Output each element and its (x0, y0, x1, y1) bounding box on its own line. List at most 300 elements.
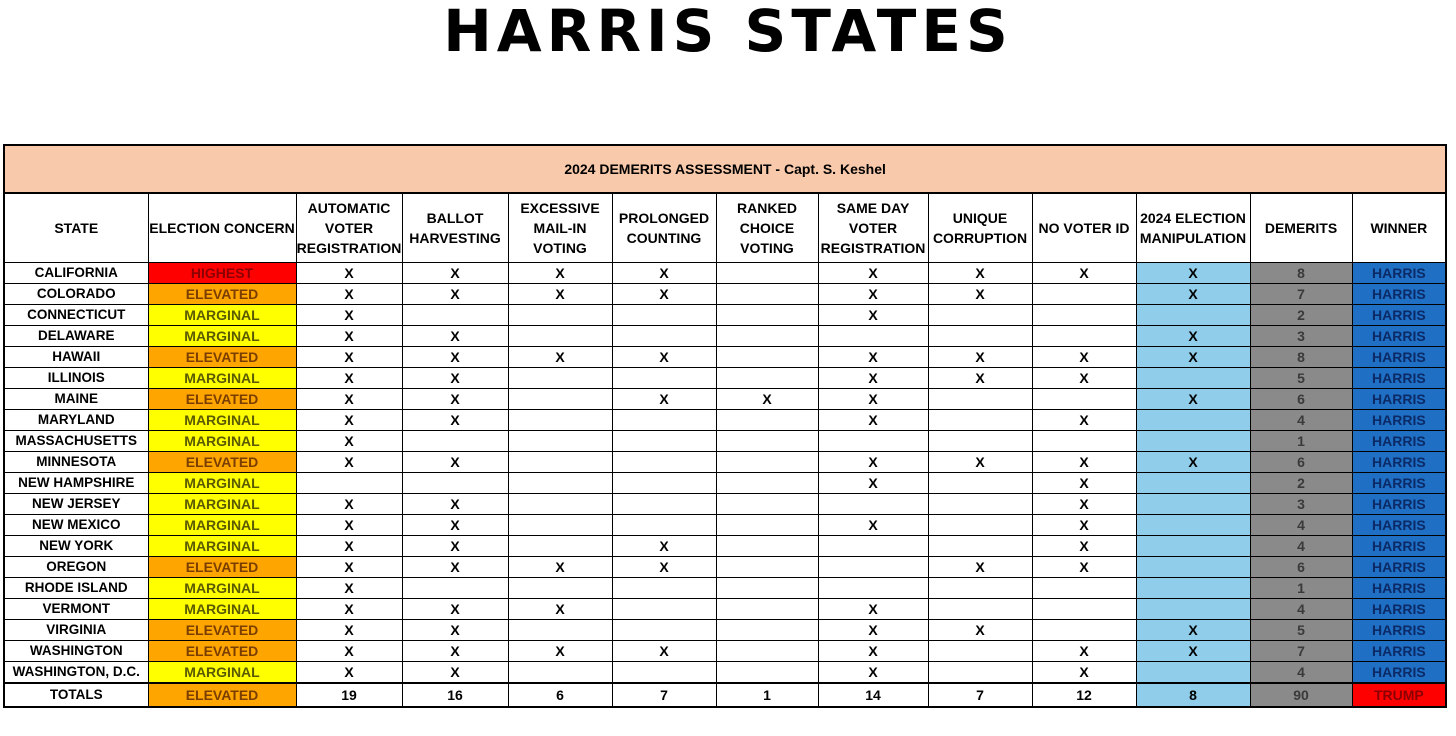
cell-same-day-voter-registration (818, 536, 928, 557)
cell-election-concern: ELEVATED (148, 389, 296, 410)
cell-ranked-choice-voting (716, 326, 818, 347)
cell-unique-corruption: X (928, 620, 1032, 641)
table-row (4, 536, 1446, 557)
cell-ballot-harvesting: X (402, 347, 508, 368)
cell-ballot-harvesting (402, 578, 508, 599)
col-header-unique-corruption: UNIQUE CORRUPTION (928, 193, 1032, 263)
cell-prolonged-counting (612, 326, 716, 347)
cell-unique-corruption (928, 305, 1032, 326)
table-row (4, 452, 1446, 473)
cell-ballot-harvesting: X (402, 662, 508, 684)
cell-election-manipulation (1136, 368, 1250, 389)
cell-election-manipulation (1136, 473, 1250, 494)
cell-election-concern: ELEVATED (148, 347, 296, 368)
cell-winner: HARRIS (1352, 494, 1446, 515)
cell-excessive-mail-in-voting: 6 (508, 683, 612, 707)
table-row (4, 284, 1446, 305)
cell-excessive-mail-in-voting: X (508, 284, 612, 305)
cell-no-voter-id (1032, 578, 1136, 599)
cell-election-manipulation (1136, 305, 1250, 326)
cell-state: DELAWARE (4, 326, 148, 347)
cell-ranked-choice-voting (716, 284, 818, 305)
cell-prolonged-counting (612, 431, 716, 452)
cell-prolonged-counting (612, 494, 716, 515)
cell-prolonged-counting: X (612, 536, 716, 557)
cell-state: RHODE ISLAND (4, 578, 148, 599)
table-row (4, 368, 1446, 389)
cell-election-concern: MARGINAL (148, 326, 296, 347)
col-header-state: STATE (4, 193, 148, 263)
cell-excessive-mail-in-voting: X (508, 641, 612, 662)
cell-ranked-choice-voting (716, 347, 818, 368)
cell-automatic-voter-registration: X (296, 368, 402, 389)
cell-ballot-harvesting: X (402, 263, 508, 284)
cell-ranked-choice-voting (716, 662, 818, 684)
cell-automatic-voter-registration (296, 473, 402, 494)
cell-ballot-harvesting (402, 431, 508, 452)
cell-unique-corruption (928, 494, 1032, 515)
cell-ranked-choice-voting (716, 368, 818, 389)
demerits-table (3, 144, 1447, 708)
cell-winner: HARRIS (1352, 515, 1446, 536)
cell-demerits: 5 (1250, 620, 1352, 641)
cell-demerits: 8 (1250, 347, 1352, 368)
cell-demerits: 2 (1250, 305, 1352, 326)
cell-ballot-harvesting: 16 (402, 683, 508, 707)
cell-ballot-harvesting: X (402, 494, 508, 515)
cell-no-voter-id: X (1032, 515, 1136, 536)
cell-state: CALIFORNIA (4, 263, 148, 284)
cell-election-concern: MARGINAL (148, 473, 296, 494)
assessment-banner: 2024 DEMERITS ASSESSMENT - Capt. S. Keshel (4, 145, 1446, 193)
header-row (4, 193, 1446, 263)
cell-state: VIRGINIA (4, 620, 148, 641)
table-row (4, 347, 1446, 368)
col-header-excessive-mail-in-voting: EXCESSIVE MAIL-IN VOTING (508, 193, 612, 263)
cell-state: MINNESOTA (4, 452, 148, 473)
cell-demerits: 4 (1250, 515, 1352, 536)
col-header-ballot-harvesting: BALLOT HARVESTING (402, 193, 508, 263)
cell-ballot-harvesting: X (402, 452, 508, 473)
cell-election-concern: MARGINAL (148, 494, 296, 515)
cell-winner: HARRIS (1352, 326, 1446, 347)
cell-unique-corruption (928, 410, 1032, 431)
cell-same-day-voter-registration: X (818, 620, 928, 641)
cell-election-manipulation (1136, 410, 1250, 431)
cell-no-voter-id: X (1032, 641, 1136, 662)
cell-winner: HARRIS (1352, 578, 1446, 599)
cell-election-manipulation (1136, 578, 1250, 599)
cell-ballot-harvesting: X (402, 620, 508, 641)
cell-demerits: 6 (1250, 557, 1352, 578)
cell-demerits: 2 (1250, 473, 1352, 494)
cell-no-voter-id: X (1032, 452, 1136, 473)
cell-demerits: 4 (1250, 536, 1352, 557)
table-row (4, 620, 1446, 641)
cell-ballot-harvesting: X (402, 557, 508, 578)
cell-election-manipulation (1136, 599, 1250, 620)
col-header-prolonged-counting: PROLONGED COUNTING (612, 193, 716, 263)
cell-same-day-voter-registration: X (818, 452, 928, 473)
cell-state: NEW JERSEY (4, 494, 148, 515)
cell-election-concern: ELEVATED (148, 452, 296, 473)
cell-election-manipulation: X (1136, 389, 1250, 410)
cell-election-manipulation (1136, 536, 1250, 557)
cell-unique-corruption (928, 536, 1032, 557)
cell-automatic-voter-registration: X (296, 284, 402, 305)
col-header-automatic-voter-registration: AUTOMATIC VOTER REGISTRATION (296, 193, 402, 263)
banner-row (4, 145, 1446, 193)
cell-winner: HARRIS (1352, 305, 1446, 326)
cell-election-manipulation: X (1136, 620, 1250, 641)
cell-same-day-voter-registration: X (818, 263, 928, 284)
cell-automatic-voter-registration: X (296, 557, 402, 578)
cell-unique-corruption (928, 515, 1032, 536)
cell-prolonged-counting (612, 578, 716, 599)
cell-same-day-voter-registration: X (818, 368, 928, 389)
cell-ranked-choice-voting (716, 263, 818, 284)
cell-election-manipulation: X (1136, 347, 1250, 368)
cell-unique-corruption: X (928, 284, 1032, 305)
table-row (4, 641, 1446, 662)
cell-prolonged-counting (612, 368, 716, 389)
cell-demerits: 5 (1250, 368, 1352, 389)
cell-unique-corruption (928, 599, 1032, 620)
cell-prolonged-counting (612, 599, 716, 620)
cell-same-day-voter-registration: X (818, 305, 928, 326)
cell-prolonged-counting (612, 515, 716, 536)
cell-demerits: 8 (1250, 263, 1352, 284)
cell-excessive-mail-in-voting (508, 662, 612, 684)
cell-excessive-mail-in-voting: X (508, 347, 612, 368)
cell-same-day-voter-registration (818, 431, 928, 452)
cell-state: MAINE (4, 389, 148, 410)
cell-winner: HARRIS (1352, 452, 1446, 473)
cell-unique-corruption: 7 (928, 683, 1032, 707)
cell-no-voter-id: X (1032, 557, 1136, 578)
cell-unique-corruption (928, 473, 1032, 494)
cell-state: WASHINGTON (4, 641, 148, 662)
cell-winner: HARRIS (1352, 284, 1446, 305)
cell-prolonged-counting: X (612, 557, 716, 578)
cell-excessive-mail-in-voting (508, 368, 612, 389)
cell-ballot-harvesting: X (402, 389, 508, 410)
cell-automatic-voter-registration: X (296, 641, 402, 662)
cell-no-voter-id: X (1032, 410, 1136, 431)
cell-automatic-voter-registration: X (296, 536, 402, 557)
cell-no-voter-id (1032, 599, 1136, 620)
cell-prolonged-counting (612, 473, 716, 494)
cell-excessive-mail-in-voting: X (508, 599, 612, 620)
cell-election-manipulation (1136, 557, 1250, 578)
cell-winner: TRUMP (1352, 683, 1446, 707)
cell-same-day-voter-registration (818, 557, 928, 578)
cell-no-voter-id: 12 (1032, 683, 1136, 707)
cell-automatic-voter-registration: X (296, 431, 402, 452)
cell-automatic-voter-registration: X (296, 305, 402, 326)
cell-unique-corruption: X (928, 557, 1032, 578)
cell-ballot-harvesting (402, 473, 508, 494)
cell-prolonged-counting (612, 305, 716, 326)
cell-same-day-voter-registration: X (818, 410, 928, 431)
cell-automatic-voter-registration: X (296, 515, 402, 536)
cell-election-concern: MARGINAL (148, 431, 296, 452)
cell-excessive-mail-in-voting (508, 305, 612, 326)
cell-election-concern: ELEVATED (148, 641, 296, 662)
cell-state: NEW YORK (4, 536, 148, 557)
cell-no-voter-id: X (1032, 368, 1136, 389)
cell-ballot-harvesting: X (402, 326, 508, 347)
cell-excessive-mail-in-voting (508, 494, 612, 515)
cell-automatic-voter-registration: X (296, 347, 402, 368)
table-row (4, 389, 1446, 410)
cell-election-manipulation: 8 (1136, 683, 1250, 707)
cell-unique-corruption (928, 326, 1032, 347)
cell-no-voter-id: X (1032, 494, 1136, 515)
page-title: HARRIS STATES (443, 0, 1013, 65)
cell-same-day-voter-registration: X (818, 515, 928, 536)
cell-ranked-choice-voting (716, 452, 818, 473)
cell-ranked-choice-voting (716, 410, 818, 431)
col-header-same-day-voter-registration: SAME DAY VOTER REGISTRATION (818, 193, 928, 263)
cell-no-voter-id: X (1032, 536, 1136, 557)
cell-excessive-mail-in-voting: X (508, 557, 612, 578)
cell-unique-corruption: X (928, 368, 1032, 389)
cell-election-manipulation (1136, 662, 1250, 684)
cell-election-concern: ELEVATED (148, 620, 296, 641)
cell-excessive-mail-in-voting (508, 620, 612, 641)
cell-same-day-voter-registration: X (818, 284, 928, 305)
col-header-demerits: DEMERITS (1250, 193, 1352, 263)
table-row (4, 431, 1446, 452)
cell-automatic-voter-registration: X (296, 494, 402, 515)
cell-prolonged-counting: 7 (612, 683, 716, 707)
cell-automatic-voter-registration: X (296, 662, 402, 684)
cell-ballot-harvesting: X (402, 368, 508, 389)
cell-automatic-voter-registration: X (296, 620, 402, 641)
table-row (4, 599, 1446, 620)
cell-ballot-harvesting: X (402, 641, 508, 662)
cell-state: COLORADO (4, 284, 148, 305)
cell-automatic-voter-registration: X (296, 578, 402, 599)
cell-election-manipulation (1136, 431, 1250, 452)
cell-ballot-harvesting: X (402, 284, 508, 305)
cell-excessive-mail-in-voting: X (508, 263, 612, 284)
col-header-election-manipulation: 2024 ELECTION MANIPULATION (1136, 193, 1250, 263)
cell-winner: HARRIS (1352, 536, 1446, 557)
cell-ranked-choice-voting (716, 599, 818, 620)
cell-winner: HARRIS (1352, 557, 1446, 578)
cell-automatic-voter-registration: X (296, 389, 402, 410)
cell-automatic-voter-registration: X (296, 599, 402, 620)
cell-election-concern: ELEVATED (148, 284, 296, 305)
cell-election-concern: MARGINAL (148, 368, 296, 389)
cell-ranked-choice-voting: X (716, 389, 818, 410)
cell-no-voter-id: X (1032, 347, 1136, 368)
cell-demerits: 4 (1250, 599, 1352, 620)
cell-no-voter-id: X (1032, 662, 1136, 684)
cell-no-voter-id: X (1032, 473, 1136, 494)
cell-state: MASSACHUSETTS (4, 431, 148, 452)
cell-excessive-mail-in-voting (508, 473, 612, 494)
cell-ballot-harvesting: X (402, 599, 508, 620)
cell-election-manipulation (1136, 515, 1250, 536)
cell-prolonged-counting (612, 410, 716, 431)
cell-winner: HARRIS (1352, 263, 1446, 284)
table-row (4, 305, 1446, 326)
cell-ranked-choice-voting (716, 515, 818, 536)
cell-ranked-choice-voting (716, 536, 818, 557)
cell-election-manipulation: X (1136, 452, 1250, 473)
cell-excessive-mail-in-voting (508, 536, 612, 557)
cell-election-concern: MARGINAL (148, 578, 296, 599)
cell-demerits: 4 (1250, 662, 1352, 684)
cell-demerits: 7 (1250, 284, 1352, 305)
cell-winner: HARRIS (1352, 368, 1446, 389)
cell-election-manipulation: X (1136, 326, 1250, 347)
cell-same-day-voter-registration: X (818, 473, 928, 494)
table-body (4, 263, 1446, 708)
cell-election-concern: MARGINAL (148, 599, 296, 620)
cell-demerits: 1 (1250, 578, 1352, 599)
col-header-election-concern: ELECTION CONCERN (148, 193, 296, 263)
cell-winner: HARRIS (1352, 599, 1446, 620)
cell-same-day-voter-registration: X (818, 599, 928, 620)
cell-demerits: 7 (1250, 641, 1352, 662)
table-row (4, 662, 1446, 684)
cell-state: TOTALS (4, 683, 148, 707)
cell-prolonged-counting: X (612, 263, 716, 284)
cell-unique-corruption (928, 641, 1032, 662)
cell-election-manipulation: X (1136, 284, 1250, 305)
cell-ranked-choice-voting (716, 305, 818, 326)
cell-ballot-harvesting: X (402, 410, 508, 431)
cell-election-concern: ELEVATED (148, 557, 296, 578)
col-header-winner: WINNER (1352, 193, 1446, 263)
cell-automatic-voter-registration: 19 (296, 683, 402, 707)
cell-state: HAWAII (4, 347, 148, 368)
cell-excessive-mail-in-voting (508, 326, 612, 347)
cell-unique-corruption: X (928, 347, 1032, 368)
cell-automatic-voter-registration: X (296, 452, 402, 473)
cell-ranked-choice-voting (716, 578, 818, 599)
cell-ballot-harvesting: X (402, 515, 508, 536)
table-row (4, 410, 1446, 431)
cell-no-voter-id (1032, 620, 1136, 641)
cell-ballot-harvesting (402, 305, 508, 326)
cell-election-concern: ELEVATED (148, 683, 296, 707)
cell-automatic-voter-registration: X (296, 326, 402, 347)
totals-row (4, 683, 1446, 707)
cell-same-day-voter-registration: X (818, 389, 928, 410)
cell-prolonged-counting (612, 452, 716, 473)
cell-excessive-mail-in-voting (508, 515, 612, 536)
cell-excessive-mail-in-voting (508, 431, 612, 452)
cell-demerits: 3 (1250, 494, 1352, 515)
cell-same-day-voter-registration: X (818, 662, 928, 684)
cell-election-manipulation: X (1136, 263, 1250, 284)
cell-prolonged-counting (612, 620, 716, 641)
cell-same-day-voter-registration (818, 326, 928, 347)
cell-prolonged-counting: X (612, 641, 716, 662)
cell-unique-corruption: X (928, 263, 1032, 284)
cell-unique-corruption: X (928, 452, 1032, 473)
cell-unique-corruption (928, 662, 1032, 684)
cell-demerits: 4 (1250, 410, 1352, 431)
cell-winner: HARRIS (1352, 431, 1446, 452)
cell-demerits: 6 (1250, 389, 1352, 410)
cell-no-voter-id (1032, 326, 1136, 347)
cell-demerits: 3 (1250, 326, 1352, 347)
cell-winner: HARRIS (1352, 641, 1446, 662)
cell-prolonged-counting: X (612, 347, 716, 368)
cell-winner: HARRIS (1352, 389, 1446, 410)
cell-demerits: 1 (1250, 431, 1352, 452)
cell-election-manipulation: X (1136, 641, 1250, 662)
cell-automatic-voter-registration: X (296, 263, 402, 284)
cell-ballot-harvesting: X (402, 536, 508, 557)
cell-no-voter-id (1032, 431, 1136, 452)
cell-no-voter-id (1032, 284, 1136, 305)
cell-demerits: 6 (1250, 452, 1352, 473)
cell-no-voter-id: X (1032, 263, 1136, 284)
cell-winner: HARRIS (1352, 347, 1446, 368)
cell-election-concern: MARGINAL (148, 662, 296, 684)
cell-winner: HARRIS (1352, 662, 1446, 684)
col-header-no-voter-id: NO VOTER ID (1032, 193, 1136, 263)
table-row (4, 494, 1446, 515)
table-row (4, 326, 1446, 347)
cell-prolonged-counting: X (612, 284, 716, 305)
cell-election-concern: HIGHEST (148, 263, 296, 284)
cell-excessive-mail-in-voting (508, 578, 612, 599)
cell-prolonged-counting: X (612, 389, 716, 410)
cell-no-voter-id (1032, 389, 1136, 410)
table-row (4, 515, 1446, 536)
cell-state: VERMONT (4, 599, 148, 620)
cell-same-day-voter-registration (818, 494, 928, 515)
cell-ranked-choice-voting: 1 (716, 683, 818, 707)
cell-unique-corruption (928, 389, 1032, 410)
cell-ranked-choice-voting (716, 557, 818, 578)
cell-same-day-voter-registration: X (818, 641, 928, 662)
cell-state: NEW MEXICO (4, 515, 148, 536)
cell-excessive-mail-in-voting (508, 410, 612, 431)
cell-ranked-choice-voting (716, 641, 818, 662)
cell-same-day-voter-registration (818, 578, 928, 599)
cell-state: ILLINOIS (4, 368, 148, 389)
cell-unique-corruption (928, 578, 1032, 599)
cell-prolonged-counting (612, 662, 716, 684)
cell-state: NEW HAMPSHIRE (4, 473, 148, 494)
cell-winner: HARRIS (1352, 473, 1446, 494)
cell-ranked-choice-voting (716, 620, 818, 641)
cell-unique-corruption (928, 431, 1032, 452)
cell-same-day-voter-registration: X (818, 347, 928, 368)
cell-state: WASHINGTON, D.C. (4, 662, 148, 684)
table-row (4, 473, 1446, 494)
cell-ranked-choice-voting (716, 494, 818, 515)
cell-election-concern: MARGINAL (148, 515, 296, 536)
cell-state: MARYLAND (4, 410, 148, 431)
col-header-ranked-choice-voting: RANKED CHOICE VOTING (716, 193, 818, 263)
cell-winner: HARRIS (1352, 410, 1446, 431)
demerits-table-container (3, 144, 1445, 708)
cell-no-voter-id (1032, 305, 1136, 326)
cell-state: OREGON (4, 557, 148, 578)
cell-automatic-voter-registration: X (296, 410, 402, 431)
cell-winner: HARRIS (1352, 620, 1446, 641)
